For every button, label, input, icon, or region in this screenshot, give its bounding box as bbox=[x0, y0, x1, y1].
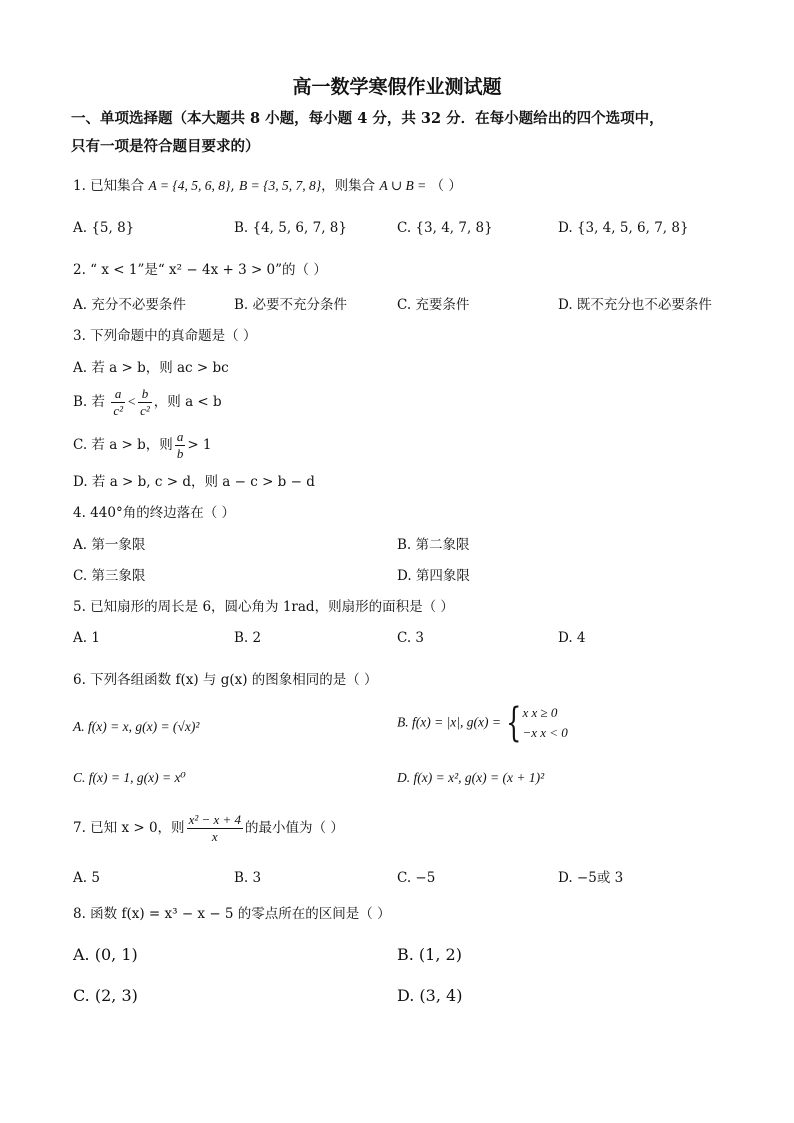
q8-option-a: A. (0, 1) bbox=[73, 945, 138, 964]
q5-option-b: B. 2 bbox=[234, 630, 262, 646]
q7-option-d: D. −5或 3 bbox=[558, 870, 624, 886]
q6-b-case-1: x x ≥ 0 bbox=[522, 705, 558, 720]
q6-option-a: A. f(x) = x, g(x) = (√x)² bbox=[73, 719, 200, 734]
section-heading-line2: 只有一项是符合题目要求的） bbox=[71, 138, 260, 155]
q3-option-c bbox=[73, 429, 212, 462]
q4-option-b: B. 第二象限 bbox=[397, 537, 470, 553]
q3-option-b-suffix: ，则 a < b bbox=[153, 394, 222, 410]
q5-option-a: A. 1 bbox=[73, 630, 100, 646]
q3-b-lt: < bbox=[126, 394, 137, 409]
q6-option-d: D. f(x) = x², g(x) = (x + 1)² bbox=[397, 770, 545, 785]
q7-fraction bbox=[187, 812, 243, 845]
q3-c-den: b bbox=[176, 446, 184, 461]
q3-option-c-prefix: C. 若 a > b，则 bbox=[73, 437, 173, 453]
q3-option-c-suffix: > 1 bbox=[187, 437, 212, 453]
q3-option-b-right-fraction bbox=[138, 386, 152, 419]
q1-sep: , bbox=[230, 178, 235, 194]
question-5-stem: 5. 已知扇形的周长是 6，圆心角为 1rad，则扇形的面积是（ ） bbox=[73, 599, 454, 615]
q1-option-c: C. {3, 4, 7, 8} bbox=[397, 220, 493, 236]
q3-option-b-left-fraction bbox=[111, 386, 125, 419]
q3-b-right-den: c² bbox=[140, 403, 150, 418]
q1-expr: A ∪ B = bbox=[379, 178, 427, 193]
q7-prefix: 7. 已知 x > 0，则 bbox=[73, 820, 185, 836]
section-heading-line1: 一、单项选择题（本大题共 8 小题，每小题 4 分，共 32 分．在每小题给出的四个选项中， bbox=[71, 110, 664, 127]
question-8-stem: 8. 函数 f(x) = x³ − x − 5 的零点所在的区间是（ ） bbox=[73, 906, 391, 922]
question-7-stem bbox=[73, 812, 344, 845]
question-1-stem bbox=[73, 176, 462, 196]
question-2-stem: 2. “ x < 1”是“ x² − 4x + 3 > 0”的（ ） bbox=[73, 262, 327, 278]
q5-option-d: D. 4 bbox=[558, 630, 586, 646]
q7-option-b: B. 3 bbox=[234, 870, 262, 886]
q2-option-c: C. 充要条件 bbox=[397, 297, 470, 313]
q1-prefix: 1. 已知集合 bbox=[73, 178, 145, 194]
q5-option-c: C. 3 bbox=[397, 630, 425, 646]
q6-option-b-cases bbox=[522, 703, 567, 743]
q3-option-a: A. 若 a > b，则 ac > bc bbox=[73, 360, 229, 376]
q3-b-left-num: a bbox=[111, 386, 125, 403]
q3-b-left-den: c² bbox=[113, 403, 123, 418]
q6-option-c: C. f(x) = 1, g(x) = x⁰ bbox=[73, 770, 186, 785]
q1-set-b: B = {3, 5, 7, 8} bbox=[238, 178, 322, 193]
q1-paren: （ ） bbox=[430, 178, 462, 194]
q1-set-a: A = {4, 5, 6, 8} bbox=[148, 178, 231, 193]
q3-b-right-num: b bbox=[138, 386, 152, 403]
q2-option-d: D. 既不充分也不必要条件 bbox=[558, 297, 712, 313]
q3-c-num: a bbox=[176, 429, 184, 444]
q1-option-d: D. {3, 4, 5, 6, 7, 8} bbox=[558, 220, 689, 236]
q2-option-a: A. 充分不必要条件 bbox=[73, 297, 186, 313]
q4-option-c: C. 第三象限 bbox=[73, 568, 146, 584]
q3-option-d: D. 若 a > b, c > d，则 a − c > b − d bbox=[73, 474, 315, 490]
q8-option-b: B. (1, 2) bbox=[397, 945, 462, 964]
q7-option-c: C. −5 bbox=[397, 870, 436, 886]
q1-option-b: B. {4, 5, 6, 7, 8} bbox=[234, 220, 347, 236]
q7-num: x² − x + 4 bbox=[188, 812, 242, 827]
q4-option-a: A. 第一象限 bbox=[73, 537, 146, 553]
q7-suffix: 的最小值为（ ） bbox=[245, 820, 344, 836]
q3-option-b bbox=[73, 386, 222, 419]
q6-option-b bbox=[397, 700, 568, 746]
q3-option-b-prefix: B. 若 bbox=[73, 394, 106, 410]
question-3-stem: 3. 下列命题中的真命题是（ ） bbox=[73, 328, 257, 344]
q6-b-case-2: −x x < 0 bbox=[522, 725, 568, 740]
page-title: 高一数学寒假作业测试题 bbox=[292, 76, 502, 98]
q1-suffix: ，则集合 bbox=[321, 178, 376, 194]
question-6-stem: 6. 下列各组函数 f(x) 与 g(x) 的图象相同的是（ ） bbox=[73, 672, 378, 688]
left-brace-icon: { bbox=[506, 700, 522, 746]
q1-option-a: A. {5, 8} bbox=[73, 220, 135, 236]
q6-option-b-prefix: B. f(x) = |x|, g(x) = bbox=[397, 714, 501, 730]
q7-den: x bbox=[211, 829, 218, 844]
q4-option-d: D. 第四象限 bbox=[397, 568, 470, 584]
question-4-stem: 4. 440°角的终边落在（ ） bbox=[73, 505, 235, 521]
q7-option-a: A. 5 bbox=[73, 870, 100, 886]
q8-option-d: D. (3, 4) bbox=[397, 986, 463, 1005]
q3-option-c-fraction bbox=[175, 429, 186, 462]
q8-option-c: C. (2, 3) bbox=[73, 986, 138, 1005]
q2-option-b: B. 必要不充分条件 bbox=[234, 297, 348, 313]
